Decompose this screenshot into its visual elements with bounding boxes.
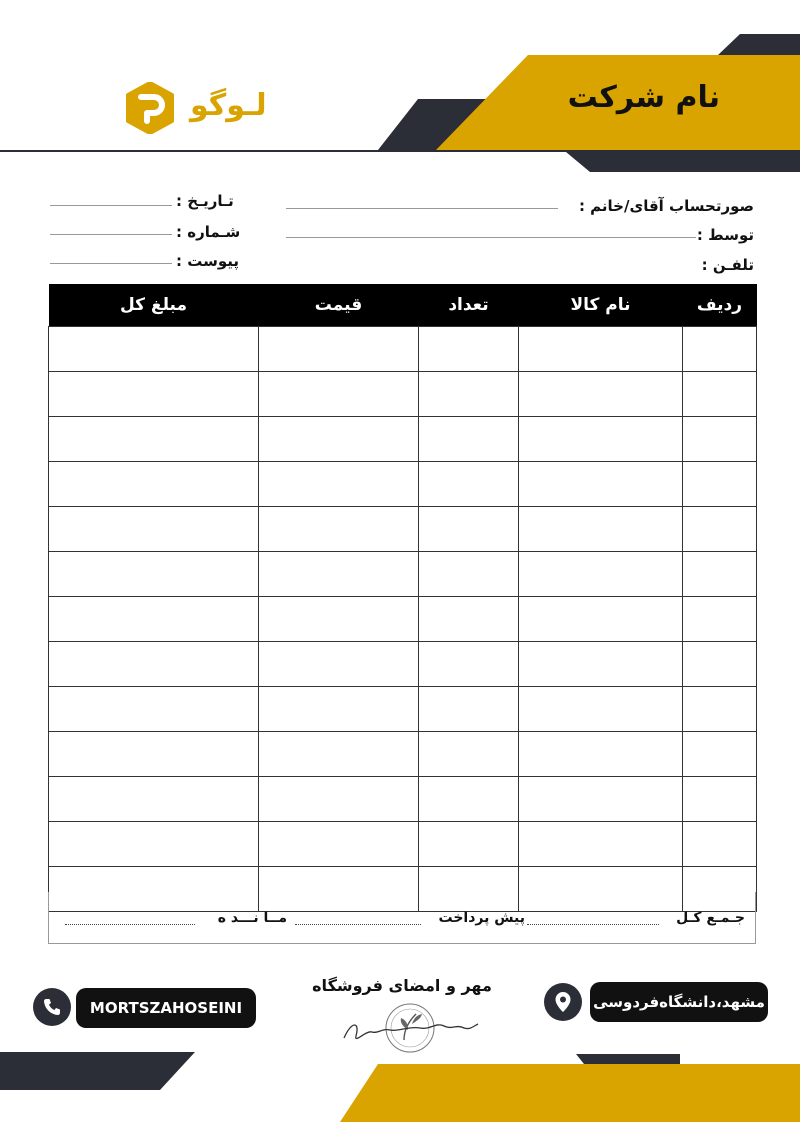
by-label: توسط : [696,226,754,244]
table-cell [49,506,259,551]
table-cell [259,776,419,821]
phone-label: تلفـن : [701,256,754,274]
remaining-label: مــا نـــد ه [217,910,287,926]
table-cell [519,596,683,641]
total-dots [527,924,659,925]
table-row [49,776,757,821]
table-cell [519,731,683,776]
table-cell [259,641,419,686]
table-cell [419,551,519,596]
header-divider [0,150,800,152]
table-cell [259,416,419,461]
col-price: قیمت [259,284,419,326]
table-cell [519,551,683,596]
table-cell [519,506,683,551]
table-cell [419,821,519,866]
table-cell [519,416,683,461]
table-cell [419,506,519,551]
table-row [49,596,757,641]
table-cell [419,686,519,731]
table-cell [259,821,419,866]
address-badge: مشهد،دانشگاه‌فردوسی [590,982,768,1022]
table-cell [259,596,419,641]
table-cell [683,506,757,551]
summary-box [48,892,756,944]
table-cell [419,416,519,461]
table-cell [683,416,757,461]
total-label: جـمـع کـل [676,910,745,926]
by-line [286,237,696,238]
table-row [49,551,757,596]
col-qty: تعداد [419,284,519,326]
table-cell [259,461,419,506]
table-cell [683,686,757,731]
table-cell [259,506,419,551]
table-cell [259,371,419,416]
number-line [50,234,172,235]
table-cell [49,416,259,461]
table-row [49,461,757,506]
table-cell [49,461,259,506]
col-item-name: نام کالا [519,284,683,326]
table-cell [49,776,259,821]
phone-icon [33,988,71,1026]
table-cell [683,551,757,596]
customer-line [286,208,558,209]
table-cell [49,731,259,776]
table-cell [519,461,683,506]
table-cell [519,776,683,821]
table-row [49,371,757,416]
col-total: مبلغ کل [49,284,259,326]
table-row [49,821,757,866]
prepayment-label: پیش پرداخت [438,910,525,926]
table-cell [683,776,757,821]
table-row [49,731,757,776]
table-row [49,641,757,686]
table-cell [259,731,419,776]
table-cell [49,551,259,596]
date-label: تـاریـخ : [176,192,234,210]
attachment-line [50,263,172,264]
table-cell [683,821,757,866]
table-row [49,506,757,551]
table-cell [419,596,519,641]
table-header [49,284,757,326]
footer-decoration [0,1040,800,1122]
number-label: شـماره : [176,223,241,241]
table-cell [519,821,683,866]
prepayment-dots [295,924,421,925]
table-cell [683,371,757,416]
table-cell [419,641,519,686]
table-cell [259,551,419,596]
attachment-label: پیوست : [176,252,240,270]
table-cell [419,371,519,416]
table-cell [49,641,259,686]
items-table [48,284,757,912]
customer-label: صورتحساب آقای/خانم : [578,197,754,215]
table-cell [519,686,683,731]
company-name: نام شرکت [567,80,720,115]
date-line [50,205,172,206]
table-cell [683,461,757,506]
table-cell [419,326,519,371]
logo-text: لـوگو [190,88,267,123]
table-cell [49,686,259,731]
table-cell [683,641,757,686]
table-cell [683,326,757,371]
location-pin-icon [544,983,582,1021]
remaining-dots [65,924,195,925]
table-cell [49,371,259,416]
table-cell [49,596,259,641]
table-cell [419,731,519,776]
table-cell [683,731,757,776]
table-row [49,686,757,731]
table-cell [419,461,519,506]
sign-title: مهر و امضای فروشگاه [312,976,492,995]
table-cell [519,326,683,371]
table-cell [519,371,683,416]
table-cell [259,326,419,371]
website-badge: MORTSZAHOSEINI [76,988,256,1028]
table-row [49,326,757,371]
table-cell [419,776,519,821]
table-cell [49,821,259,866]
table-row [49,416,757,461]
logo-icon [124,82,176,134]
table-cell [683,596,757,641]
table-cell [519,641,683,686]
col-row: ردیف [683,284,757,326]
table-cell [259,686,419,731]
table-cell [49,326,259,371]
